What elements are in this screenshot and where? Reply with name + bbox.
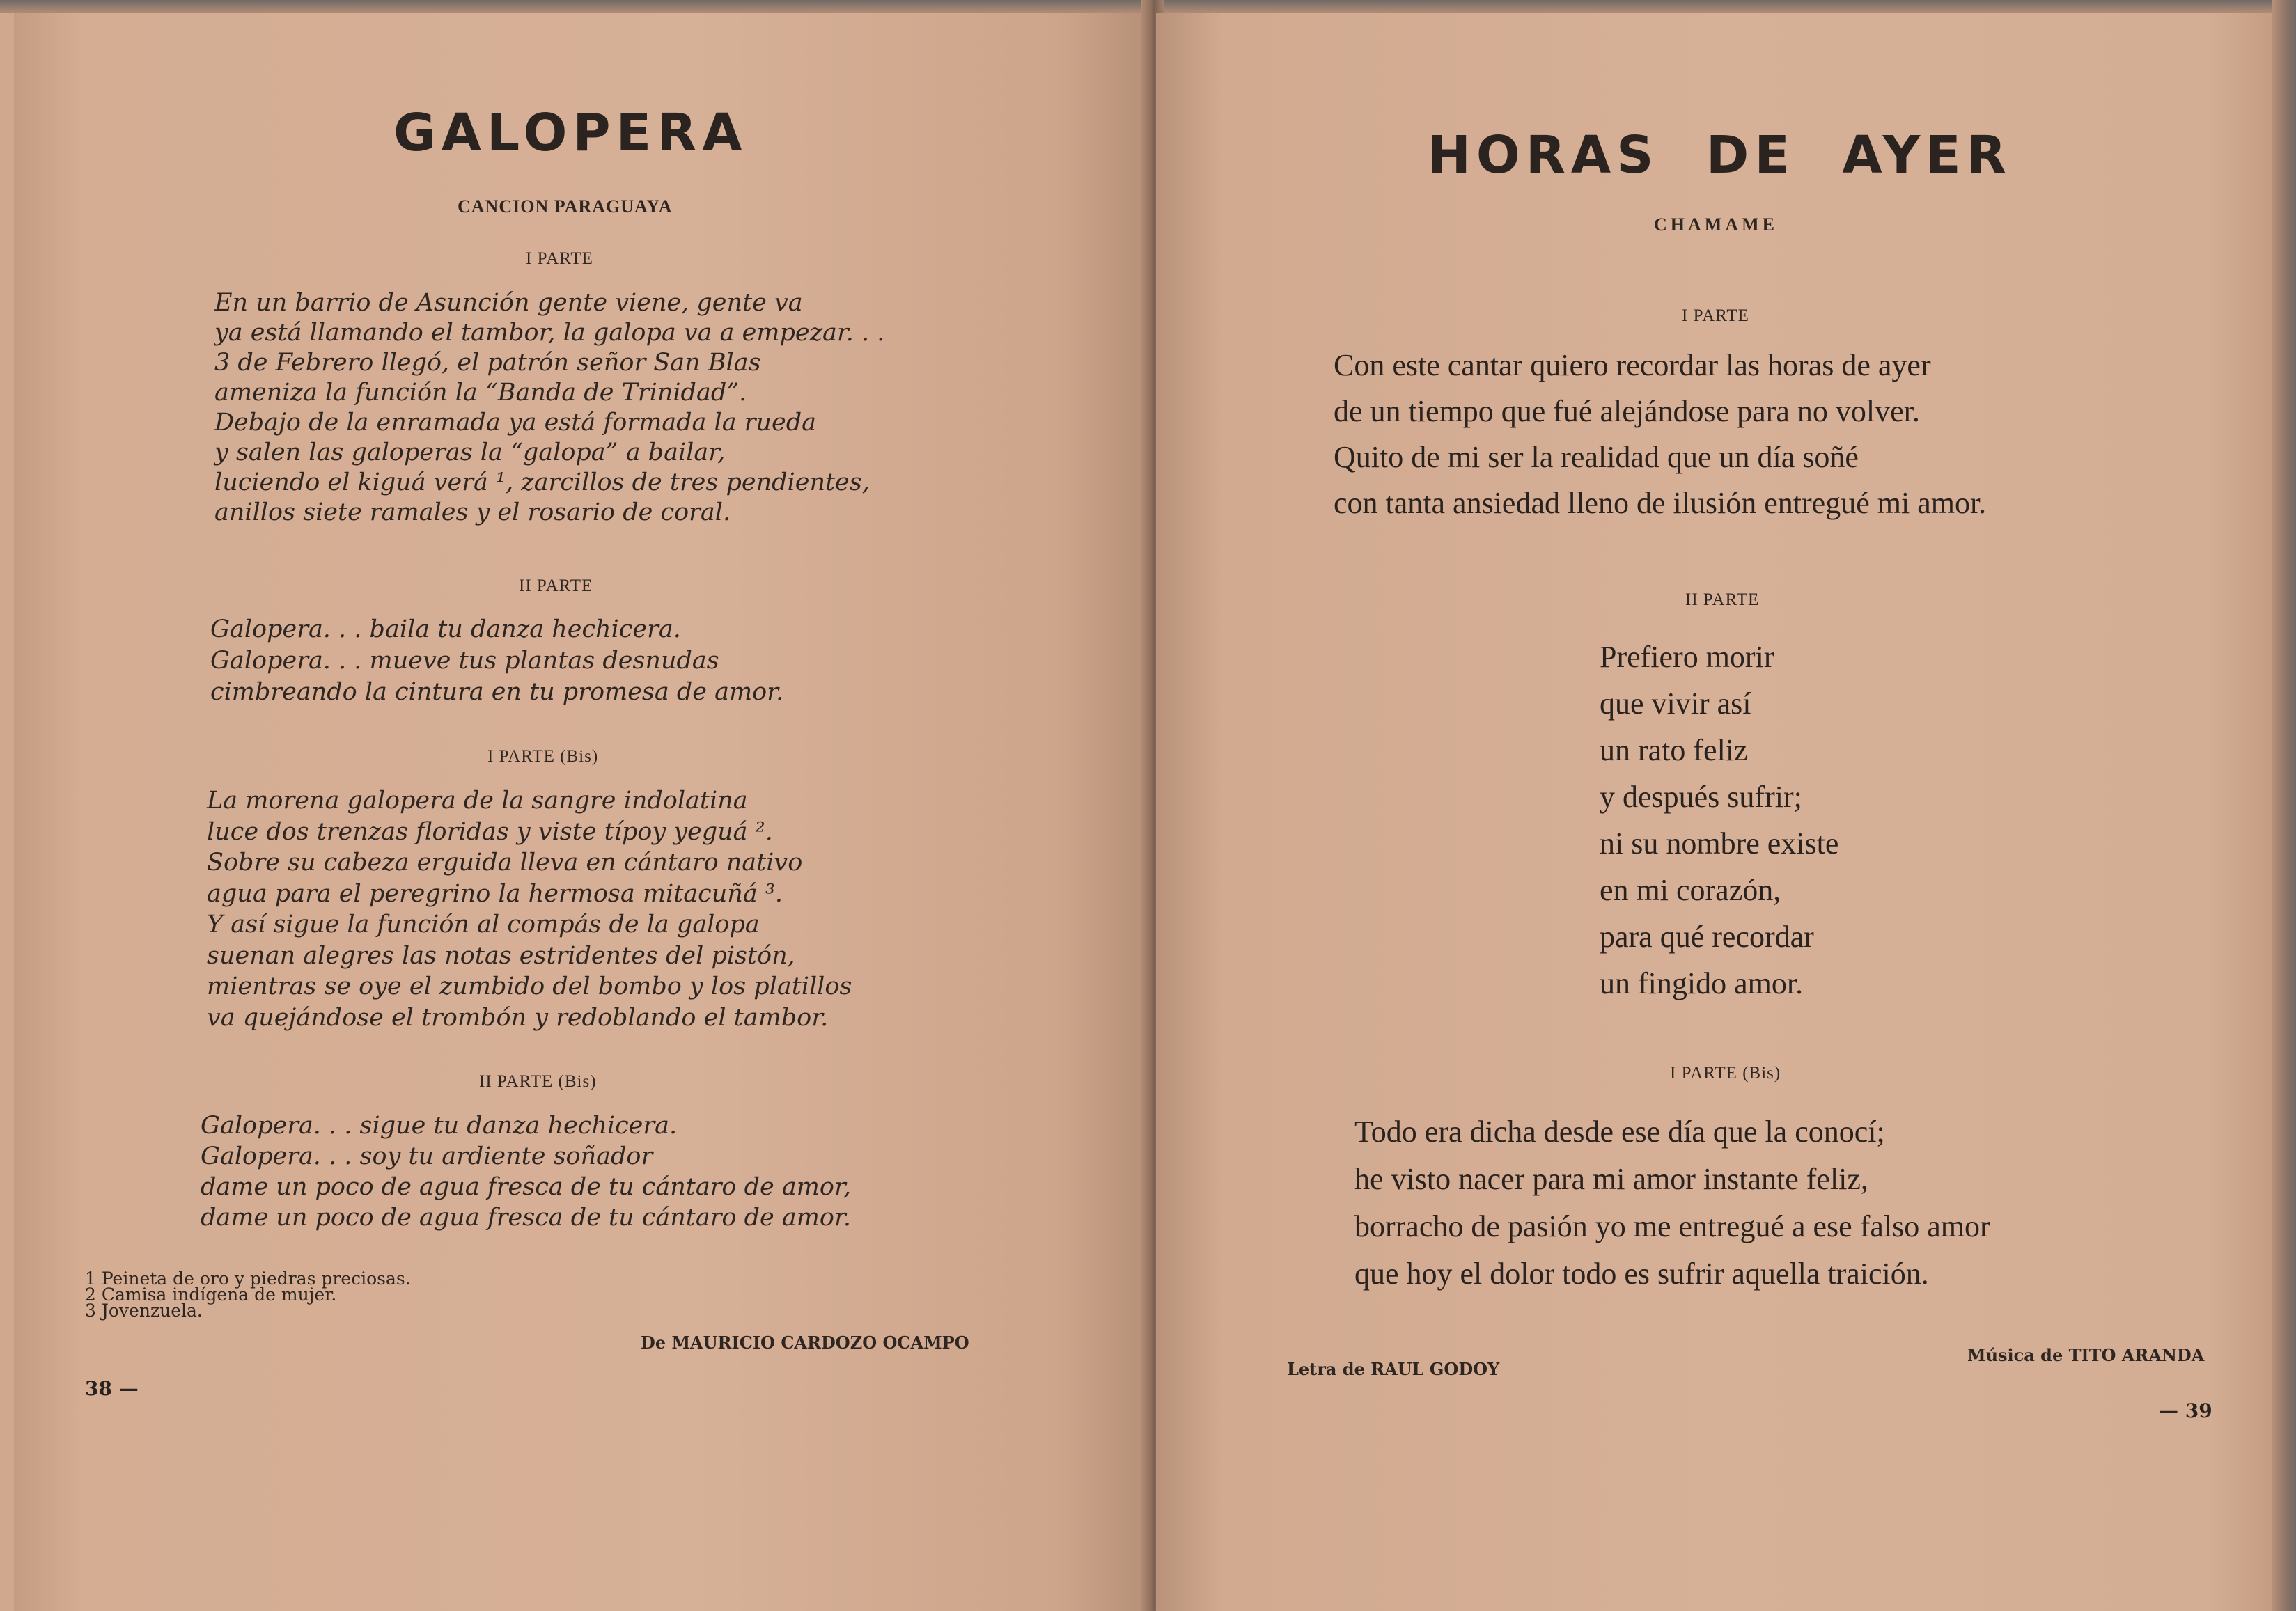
verse-line: borracho de pasión yo me entregué a ese falso amor — [1354, 1209, 1990, 1243]
right-section-heading-3: I PARTE (Bis) — [1670, 1064, 1781, 1083]
right-verse-3 — [1354, 1108, 1990, 1298]
verse-line: dame un poco de agua fresca de tu cántaro de amor, — [201, 1173, 852, 1201]
verse-line: Galopera. . . sigue tu danza hechicera. — [201, 1112, 678, 1140]
left-verse-3 — [207, 785, 852, 1033]
verse-line: he visto nacer para mi amor instante feliz, — [1354, 1162, 1868, 1196]
left-title: GALOPERA — [393, 103, 748, 163]
right-verse-2 — [1600, 634, 1838, 1007]
verse-line: Con este cantar quiero recordar las horas de ayer — [1334, 348, 1931, 382]
verse-line: un rato feliz — [1600, 733, 1748, 767]
verse-line: suenan alegres las notas estridentes del pistón, — [207, 941, 795, 970]
left-verse-2 — [210, 614, 783, 708]
verse-line: Sobre su cabeza erguida lleva en cántaro nativo — [207, 849, 803, 877]
verse-line: ameniza la función la “Banda de Trinidad”. — [214, 379, 747, 407]
right-section-heading-1: I PARTE — [1682, 306, 1749, 325]
left-verse-4 — [201, 1110, 851, 1233]
verse-line: anillos siete ramales y el rosario de coral. — [214, 498, 731, 526]
verse-line: mientras se oye el zumbido del bombo y los platillos — [207, 973, 852, 1000]
verse-line: 3 de Febrero llegó, el patrón señor San Blas — [214, 349, 761, 377]
verse-line: para qué recordar — [1600, 920, 1814, 954]
verse-line: Galopera. . . mueve tus plantas desnudas — [210, 647, 719, 675]
verse-line: luciendo el kiguá verá ¹, zarcillos de tres pendientes, — [214, 469, 870, 496]
right-subtitle: CHAMAME — [1654, 214, 1778, 235]
right-section-heading-2: II PARTE — [1685, 590, 1760, 609]
verse-line: Prefiero morir — [1600, 640, 1774, 674]
verse-line: dame un poco de agua fresca de tu cántaro de amor. — [201, 1204, 852, 1232]
verse-line: que hoy el dolor todo es sufrir aquella traición. — [1354, 1257, 1929, 1291]
right-title: HORAS DE AYER — [1428, 125, 2012, 185]
verse-line: agua para el peregrino la hermosa mitacuñá ³. — [207, 879, 783, 908]
verse-line: va quejándose el trombón y redoblando el tambor. — [207, 1003, 829, 1032]
verse-line: En un barrio de Asunción gente viene, gente va — [214, 289, 803, 317]
scan-right-edge — [2272, 0, 2296, 1611]
verse-line: con tanta ansiedad lleno de ilusión entregué mi amor. — [1334, 486, 1987, 520]
verse-line: Galopera. . . baila tu danza hechicera. — [210, 615, 681, 643]
footnote: 1 Peineta de oro y piedras preciosas. — [85, 1268, 411, 1289]
left-section-heading-4: II PARTE (Bis) — [479, 1072, 597, 1091]
verse-line: La morena galopera de la sangre indolatina — [207, 787, 748, 815]
footnote: 2 Camisa indígena de mujer. — [85, 1284, 337, 1305]
verse-line: Todo era dicha desde ese día que la conocí; — [1354, 1115, 1885, 1149]
verse-line: Y así sigue la función al compás de la galopa — [207, 911, 760, 938]
left-section-heading-3: I PARTE (Bis) — [487, 747, 599, 766]
verse-line: un fingido amor. — [1600, 966, 1804, 1000]
footnote: 3 Jovenzuela. — [85, 1300, 203, 1321]
verse-line: ni su nombre existe — [1600, 826, 1839, 860]
verse-line: y después sufrir; — [1600, 780, 1802, 814]
right-lyrics-credit: Letra de RAUL GODOY — [1287, 1359, 1500, 1379]
verse-line: ya está llamando el tambor, la galopa va a empezar. . . — [214, 319, 885, 347]
left-subtitle: CANCION PARAGUAYA — [458, 196, 673, 217]
right-music-credit: Música de TITO ARANDA — [1967, 1345, 2205, 1365]
verse-line: de un tiempo que fué alejándose para no volver. — [1334, 394, 1920, 428]
right-verse-1 — [1334, 343, 1986, 526]
verse-line: luce dos trenzas floridas y viste típoy yeguá ². — [207, 817, 773, 846]
verse-line: y salen las galoperas la “galopa” a bailar, — [214, 439, 726, 466]
left-section-heading-2: II PARTE — [519, 576, 593, 595]
left-section-heading-1: I PARTE — [526, 249, 593, 268]
verse-line: Quito de mi ser la realidad que un día soñé — [1334, 440, 1859, 474]
verse-line: cimbreando la cintura en tu promesa de amor. — [210, 678, 784, 706]
right-page-number: — 39 — [2159, 1399, 2212, 1422]
left-footnotes — [85, 1268, 411, 1321]
verse-line: Debajo de la enramada ya está formada la rueda — [214, 409, 816, 437]
verse-line: en mi corazón, — [1600, 873, 1781, 907]
left-credit: De MAURICIO CARDOZO OCAMPO — [641, 1333, 969, 1353]
verse-line: que vivir así — [1600, 686, 1751, 721]
verse-line: Galopera. . . soy tu ardiente soñador — [201, 1142, 653, 1170]
left-verse-1 — [214, 288, 884, 528]
left-page-number: 38 — — [85, 1377, 139, 1400]
